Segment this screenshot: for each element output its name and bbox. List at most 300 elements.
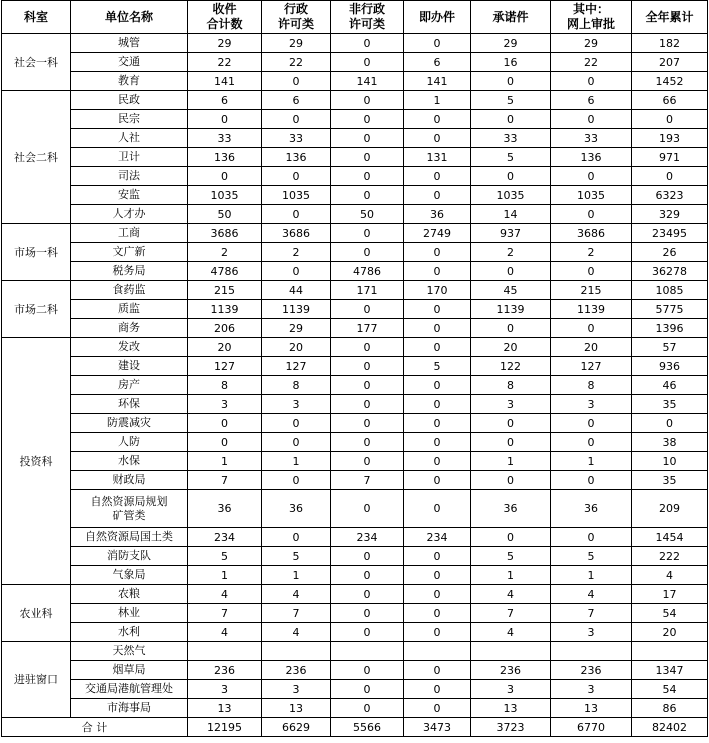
non-admin-permit-cell: 0 (331, 357, 404, 376)
unit-cell: 人防 (71, 433, 188, 452)
online-approval-cell: 0 (551, 471, 632, 490)
immediate-cell: 0 (404, 300, 471, 319)
unit-cell: 气象局 (71, 566, 188, 585)
table-row (2, 661, 708, 680)
non-admin-permit-cell: 0 (331, 623, 404, 642)
header-dept-line: 科室 (23, 9, 48, 24)
immediate-cell: 0 (404, 680, 471, 699)
unit-cell: 民宗 (71, 110, 188, 129)
total-received-cell (188, 642, 262, 661)
online-approval-cell: 3 (551, 680, 632, 699)
non-admin-permit-cell: 7 (331, 471, 404, 490)
admin-permit-cell: 29 (262, 34, 331, 53)
total-immediate-cell: 3473 (404, 718, 471, 737)
total-label: 合 计 (2, 718, 188, 737)
online-approval-cell: 29 (551, 34, 632, 53)
admin-permit-cell: 1139 (262, 300, 331, 319)
non-admin-permit-cell: 0 (331, 110, 404, 129)
online-approval-cell: 1035 (551, 186, 632, 205)
committed-cell: 1139 (471, 300, 551, 319)
header-committed-line: 承诺件 (492, 9, 529, 24)
online-approval-cell: 2 (551, 243, 632, 262)
immediate-cell: 170 (404, 281, 471, 300)
admin-permit-cell: 8 (262, 376, 331, 395)
total-received-cell: 5 (188, 547, 262, 566)
total-received-cell: 6 (188, 91, 262, 110)
committed-cell: 0 (471, 167, 551, 186)
non-admin-permit-cell: 0 (331, 547, 404, 566)
unit-cell: 建设 (71, 357, 188, 376)
immediate-cell: 36 (404, 205, 471, 224)
total-received-cell: 4786 (188, 262, 262, 281)
committed-cell: 0 (471, 319, 551, 338)
header-row (2, 1, 708, 34)
unit-cell: 市海事局 (71, 699, 188, 718)
committed-cell: 1 (471, 452, 551, 471)
non-admin-permit-cell: 0 (331, 699, 404, 718)
admin-permit-cell: 7 (262, 604, 331, 623)
non-admin-permit-cell: 0 (331, 148, 404, 167)
total-received-cell: 1 (188, 452, 262, 471)
online-approval-cell: 0 (551, 319, 632, 338)
table-row (2, 642, 708, 661)
non-admin-permit-cell: 177 (331, 319, 404, 338)
total-received-cell: 136 (188, 148, 262, 167)
table-row (2, 433, 708, 452)
admin-permit-cell: 29 (262, 319, 331, 338)
admin-permit-cell: 1 (262, 566, 331, 585)
admin-permit-cell: 236 (262, 661, 331, 680)
total-committed-cell: 3723 (471, 718, 551, 737)
non-admin-permit-cell: 4786 (331, 262, 404, 281)
table-row (2, 186, 708, 205)
header-admin-permit-line: 行政 (283, 2, 308, 16)
annual-cumulative-cell: 1452 (632, 72, 708, 91)
table-row (2, 604, 708, 623)
admin-permit-cell: 5 (262, 547, 331, 566)
total-received-cell: 7 (188, 471, 262, 490)
table-row (2, 281, 708, 300)
non-admin-permit-cell: 0 (331, 376, 404, 395)
annual-cumulative-cell: 86 (632, 699, 708, 718)
committed-cell: 13 (471, 699, 551, 718)
online-approval-cell: 0 (551, 262, 632, 281)
committed-cell: 3 (471, 395, 551, 414)
dept-cell: 市场一科 (2, 224, 71, 281)
online-approval-cell: 22 (551, 53, 632, 72)
unit-cell: 商务 (71, 319, 188, 338)
total-row (2, 718, 708, 737)
immediate-cell (404, 642, 471, 661)
immediate-cell: 0 (404, 376, 471, 395)
unit-cell: 民政 (71, 91, 188, 110)
annual-cumulative-cell: 182 (632, 34, 708, 53)
annual-cumulative-cell: 6323 (632, 186, 708, 205)
total-received-cell: 215 (188, 281, 262, 300)
annual-cumulative-cell: 54 (632, 680, 708, 699)
unit-cell: 人社 (71, 129, 188, 148)
online-approval-cell: 36 (551, 490, 632, 528)
admin-permit-cell: 1035 (262, 186, 331, 205)
total-annual-cumulative-cell: 82402 (632, 718, 708, 737)
admin-permit-cell: 0 (262, 471, 331, 490)
total-received-cell: 1 (188, 566, 262, 585)
admin-permit-cell: 36 (262, 490, 331, 528)
online-approval-cell: 0 (551, 433, 632, 452)
annual-cumulative-cell: 936 (632, 357, 708, 376)
immediate-cell: 0 (404, 585, 471, 604)
total-received-cell: 0 (188, 433, 262, 452)
annual-cumulative-cell: 54 (632, 604, 708, 623)
annual-cumulative-cell: 0 (632, 414, 708, 433)
admin-permit-cell: 13 (262, 699, 331, 718)
online-approval-cell: 0 (551, 528, 632, 547)
immediate-cell: 5 (404, 357, 471, 376)
non-admin-permit-cell: 141 (331, 72, 404, 91)
online-approval-cell: 0 (551, 72, 632, 91)
non-admin-permit-cell: 171 (331, 281, 404, 300)
annual-cumulative-cell: 1347 (632, 661, 708, 680)
immediate-cell: 1 (404, 91, 471, 110)
unit-cell: 交通 (71, 53, 188, 72)
annual-cumulative-cell: 20 (632, 623, 708, 642)
header-immediate (404, 1, 471, 34)
committed-cell: 0 (471, 72, 551, 91)
immediate-cell: 0 (404, 490, 471, 528)
unit-cell: 林业 (71, 604, 188, 623)
unit-cell: 安监 (71, 186, 188, 205)
admin-permit-cell: 0 (262, 205, 331, 224)
table-row (2, 72, 708, 91)
table-row (2, 319, 708, 338)
total-received-cell: 7 (188, 604, 262, 623)
total-received-cell: 22 (188, 53, 262, 72)
admin-permit-cell: 0 (262, 167, 331, 186)
dept-cell: 市场二科 (2, 281, 71, 338)
committed-cell: 3 (471, 680, 551, 699)
annual-cumulative-cell: 38 (632, 433, 708, 452)
unit-cell-line: 自然资源局规划 (90, 494, 168, 508)
immediate-cell: 0 (404, 604, 471, 623)
committed-cell: 0 (471, 528, 551, 547)
total-received-cell: 0 (188, 414, 262, 433)
immediate-cell: 6 (404, 53, 471, 72)
admin-permit-cell: 127 (262, 357, 331, 376)
unit-cell: 水保 (71, 452, 188, 471)
table-row (2, 528, 708, 547)
unit-cell: 财政局 (71, 471, 188, 490)
immediate-cell: 131 (404, 148, 471, 167)
admin-permit-cell: 0 (262, 433, 331, 452)
admin-permit-cell: 22 (262, 53, 331, 72)
unit-cell: 水利 (71, 623, 188, 642)
admin-permit-cell (262, 642, 331, 661)
immediate-cell: 0 (404, 243, 471, 262)
committed-cell: 122 (471, 357, 551, 376)
total-received-cell: 3 (188, 680, 262, 699)
unit-cell: 教育 (71, 72, 188, 91)
immediate-cell: 0 (404, 661, 471, 680)
non-admin-permit-cell (331, 642, 404, 661)
immediate-cell: 0 (404, 262, 471, 281)
total-received-cell: 36 (188, 490, 262, 528)
annual-cumulative-cell: 57 (632, 338, 708, 357)
immediate-cell: 0 (404, 452, 471, 471)
annual-cumulative-cell: 23495 (632, 224, 708, 243)
header-total-received-line: 收件 (212, 2, 237, 16)
total-received-cell: 206 (188, 319, 262, 338)
online-approval-cell: 1 (551, 452, 632, 471)
header-online-approval-line: 其中： (572, 2, 609, 16)
admin-permit-cell: 4 (262, 623, 331, 642)
non-admin-permit-cell: 50 (331, 205, 404, 224)
committed-cell: 5 (471, 91, 551, 110)
non-admin-permit-cell: 0 (331, 224, 404, 243)
committed-cell: 4 (471, 585, 551, 604)
online-approval-cell: 20 (551, 338, 632, 357)
admin-permit-cell: 0 (262, 262, 331, 281)
unit-cell-line: 矿管类 (112, 508, 146, 522)
total-received-cell: 1139 (188, 300, 262, 319)
unit-cell: 文广新 (71, 243, 188, 262)
committed-cell: 29 (471, 34, 551, 53)
admin-permit-cell: 1 (262, 452, 331, 471)
unit-cell: 质监 (71, 300, 188, 319)
table-row (2, 148, 708, 167)
header-unit (71, 1, 188, 34)
committed-cell: 1035 (471, 186, 551, 205)
annual-cumulative-cell: 10 (632, 452, 708, 471)
total-received-cell: 127 (188, 357, 262, 376)
table-row (2, 376, 708, 395)
non-admin-permit-cell: 0 (331, 186, 404, 205)
unit-cell: 天然气 (71, 642, 188, 661)
committed-cell: 8 (471, 376, 551, 395)
online-approval-cell: 0 (551, 167, 632, 186)
online-approval-cell: 5 (551, 547, 632, 566)
immediate-cell: 0 (404, 566, 471, 585)
table-row (2, 357, 708, 376)
admin-permit-cell: 33 (262, 129, 331, 148)
table-row (2, 338, 708, 357)
annual-cumulative-cell: 4 (632, 566, 708, 585)
online-approval-cell: 7 (551, 604, 632, 623)
immediate-cell: 0 (404, 547, 471, 566)
online-approval-cell: 3 (551, 623, 632, 642)
table-row (2, 205, 708, 224)
header-non-admin-permit (331, 1, 404, 34)
table-row (2, 490, 708, 528)
header-unit-line: 单位名称 (104, 9, 153, 24)
table-body (2, 34, 708, 718)
non-admin-permit-cell: 0 (331, 433, 404, 452)
unit-cell: 农粮 (71, 585, 188, 604)
header-non-admin-permit-line: 许可类 (348, 17, 385, 31)
table-row (2, 471, 708, 490)
immediate-cell: 0 (404, 338, 471, 357)
dept-cell: 农业科 (2, 585, 71, 642)
online-approval-cell: 0 (551, 205, 632, 224)
dept-cell: 社会二科 (2, 91, 71, 224)
unit-cell: 自然资源局国土类 (71, 528, 188, 547)
total-total-received-cell: 12195 (188, 718, 262, 737)
non-admin-permit-cell: 0 (331, 585, 404, 604)
unit-cell: 环保 (71, 395, 188, 414)
total-received-cell: 29 (188, 34, 262, 53)
online-approval-cell: 13 (551, 699, 632, 718)
header-immediate-line: 即办件 (418, 9, 455, 24)
committed-cell: 16 (471, 53, 551, 72)
committed-cell: 0 (471, 262, 551, 281)
annual-cumulative-cell: 46 (632, 376, 708, 395)
immediate-cell: 0 (404, 471, 471, 490)
non-admin-permit-cell: 0 (331, 604, 404, 623)
annual-cumulative-cell: 0 (632, 110, 708, 129)
committed-cell (471, 642, 551, 661)
total-received-cell: 20 (188, 338, 262, 357)
admin-permit-cell: 4 (262, 585, 331, 604)
unit-cell: 烟草局 (71, 661, 188, 680)
annual-cumulative-cell: 1396 (632, 319, 708, 338)
committed-cell: 0 (471, 471, 551, 490)
non-admin-permit-cell: 0 (331, 414, 404, 433)
committed-cell: 236 (471, 661, 551, 680)
admin-permit-cell: 0 (262, 528, 331, 547)
annual-cumulative-cell: 1454 (632, 528, 708, 547)
annual-cumulative-cell: 0 (632, 167, 708, 186)
admin-permit-cell: 0 (262, 110, 331, 129)
immediate-cell: 0 (404, 186, 471, 205)
committed-cell: 20 (471, 338, 551, 357)
admin-permit-cell: 6 (262, 91, 331, 110)
total-received-cell: 4 (188, 585, 262, 604)
committed-cell: 0 (471, 414, 551, 433)
committed-cell: 5 (471, 148, 551, 167)
unit-cell: 发改 (71, 338, 188, 357)
online-approval-cell: 215 (551, 281, 632, 300)
online-approval-cell: 3 (551, 395, 632, 414)
admin-permit-cell: 0 (262, 414, 331, 433)
header-admin-permit-line: 许可类 (277, 17, 314, 31)
admin-permit-cell: 20 (262, 338, 331, 357)
unit-cell: 防震减灾 (71, 414, 188, 433)
table-row (2, 566, 708, 585)
committed-cell: 45 (471, 281, 551, 300)
committed-cell: 33 (471, 129, 551, 148)
non-admin-permit-cell: 0 (331, 53, 404, 72)
unit-cell: 交通局港航管理处 (71, 680, 188, 699)
total-received-cell: 3 (188, 395, 262, 414)
header-dept (2, 1, 71, 34)
table-row (2, 167, 708, 186)
table-row (2, 680, 708, 699)
header-online-approval-line: 网上审批 (566, 17, 615, 31)
non-admin-permit-cell: 0 (331, 129, 404, 148)
non-admin-permit-cell: 0 (331, 91, 404, 110)
immediate-cell: 0 (404, 395, 471, 414)
immediate-cell: 0 (404, 319, 471, 338)
non-admin-permit-cell: 0 (331, 566, 404, 585)
table-row (2, 547, 708, 566)
committed-cell: 4 (471, 623, 551, 642)
admin-permit-cell: 3 (262, 680, 331, 699)
header-online-approval (551, 1, 632, 34)
total-received-cell: 1035 (188, 186, 262, 205)
unit-cell: 房产 (71, 376, 188, 395)
non-admin-permit-cell: 0 (331, 490, 404, 528)
total-received-cell: 8 (188, 376, 262, 395)
non-admin-permit-cell: 0 (331, 452, 404, 471)
online-approval-cell: 3686 (551, 224, 632, 243)
online-approval-cell: 33 (551, 129, 632, 148)
total-admin-permit-cell: 6629 (262, 718, 331, 737)
unit-cell: 城管 (71, 34, 188, 53)
total-received-cell: 0 (188, 167, 262, 186)
table-row (2, 110, 708, 129)
immediate-cell: 234 (404, 528, 471, 547)
annual-cumulative-cell: 36278 (632, 262, 708, 281)
annual-cumulative-cell: 66 (632, 91, 708, 110)
admin-permit-cell: 44 (262, 281, 331, 300)
online-approval-cell: 1139 (551, 300, 632, 319)
total-received-cell: 4 (188, 623, 262, 642)
annual-cumulative-cell: 5775 (632, 300, 708, 319)
total-received-cell: 3686 (188, 224, 262, 243)
total-online-approval-cell: 6770 (551, 718, 632, 737)
online-approval-cell: 136 (551, 148, 632, 167)
non-admin-permit-cell: 0 (331, 34, 404, 53)
annual-cumulative-cell: 35 (632, 395, 708, 414)
annual-cumulative-cell: 222 (632, 547, 708, 566)
immediate-cell: 0 (404, 167, 471, 186)
online-approval-cell: 0 (551, 110, 632, 129)
unit-cell: 人才办 (71, 205, 188, 224)
table-row (2, 585, 708, 604)
header-committed (471, 1, 551, 34)
immediate-cell: 141 (404, 72, 471, 91)
table-row (2, 243, 708, 262)
non-admin-permit-cell: 234 (331, 528, 404, 547)
dept-cell: 进驻窗口 (2, 642, 71, 718)
admin-permit-cell: 0 (262, 72, 331, 91)
admin-permit-cell: 136 (262, 148, 331, 167)
total-received-cell: 50 (188, 205, 262, 224)
annual-cumulative-cell: 35 (632, 471, 708, 490)
immediate-cell: 2749 (404, 224, 471, 243)
online-approval-cell: 127 (551, 357, 632, 376)
immediate-cell: 0 (404, 129, 471, 148)
annual-cumulative-cell: 329 (632, 205, 708, 224)
committed-cell: 36 (471, 490, 551, 528)
committed-cell: 1 (471, 566, 551, 585)
total-received-cell: 236 (188, 661, 262, 680)
committed-cell: 0 (471, 433, 551, 452)
unit-cell: 工商 (71, 224, 188, 243)
annual-cumulative-cell: 193 (632, 129, 708, 148)
table-row (2, 395, 708, 414)
unit-cell (71, 490, 188, 528)
dept-cell: 投资科 (2, 338, 71, 585)
unit-cell: 卫计 (71, 148, 188, 167)
immediate-cell: 0 (404, 110, 471, 129)
header-total-received-line: 合计数 (206, 17, 243, 31)
total-received-cell: 33 (188, 129, 262, 148)
online-approval-cell (551, 642, 632, 661)
online-approval-cell: 236 (551, 661, 632, 680)
table-row (2, 262, 708, 281)
annual-cumulative-cell: 971 (632, 148, 708, 167)
table-row (2, 53, 708, 72)
